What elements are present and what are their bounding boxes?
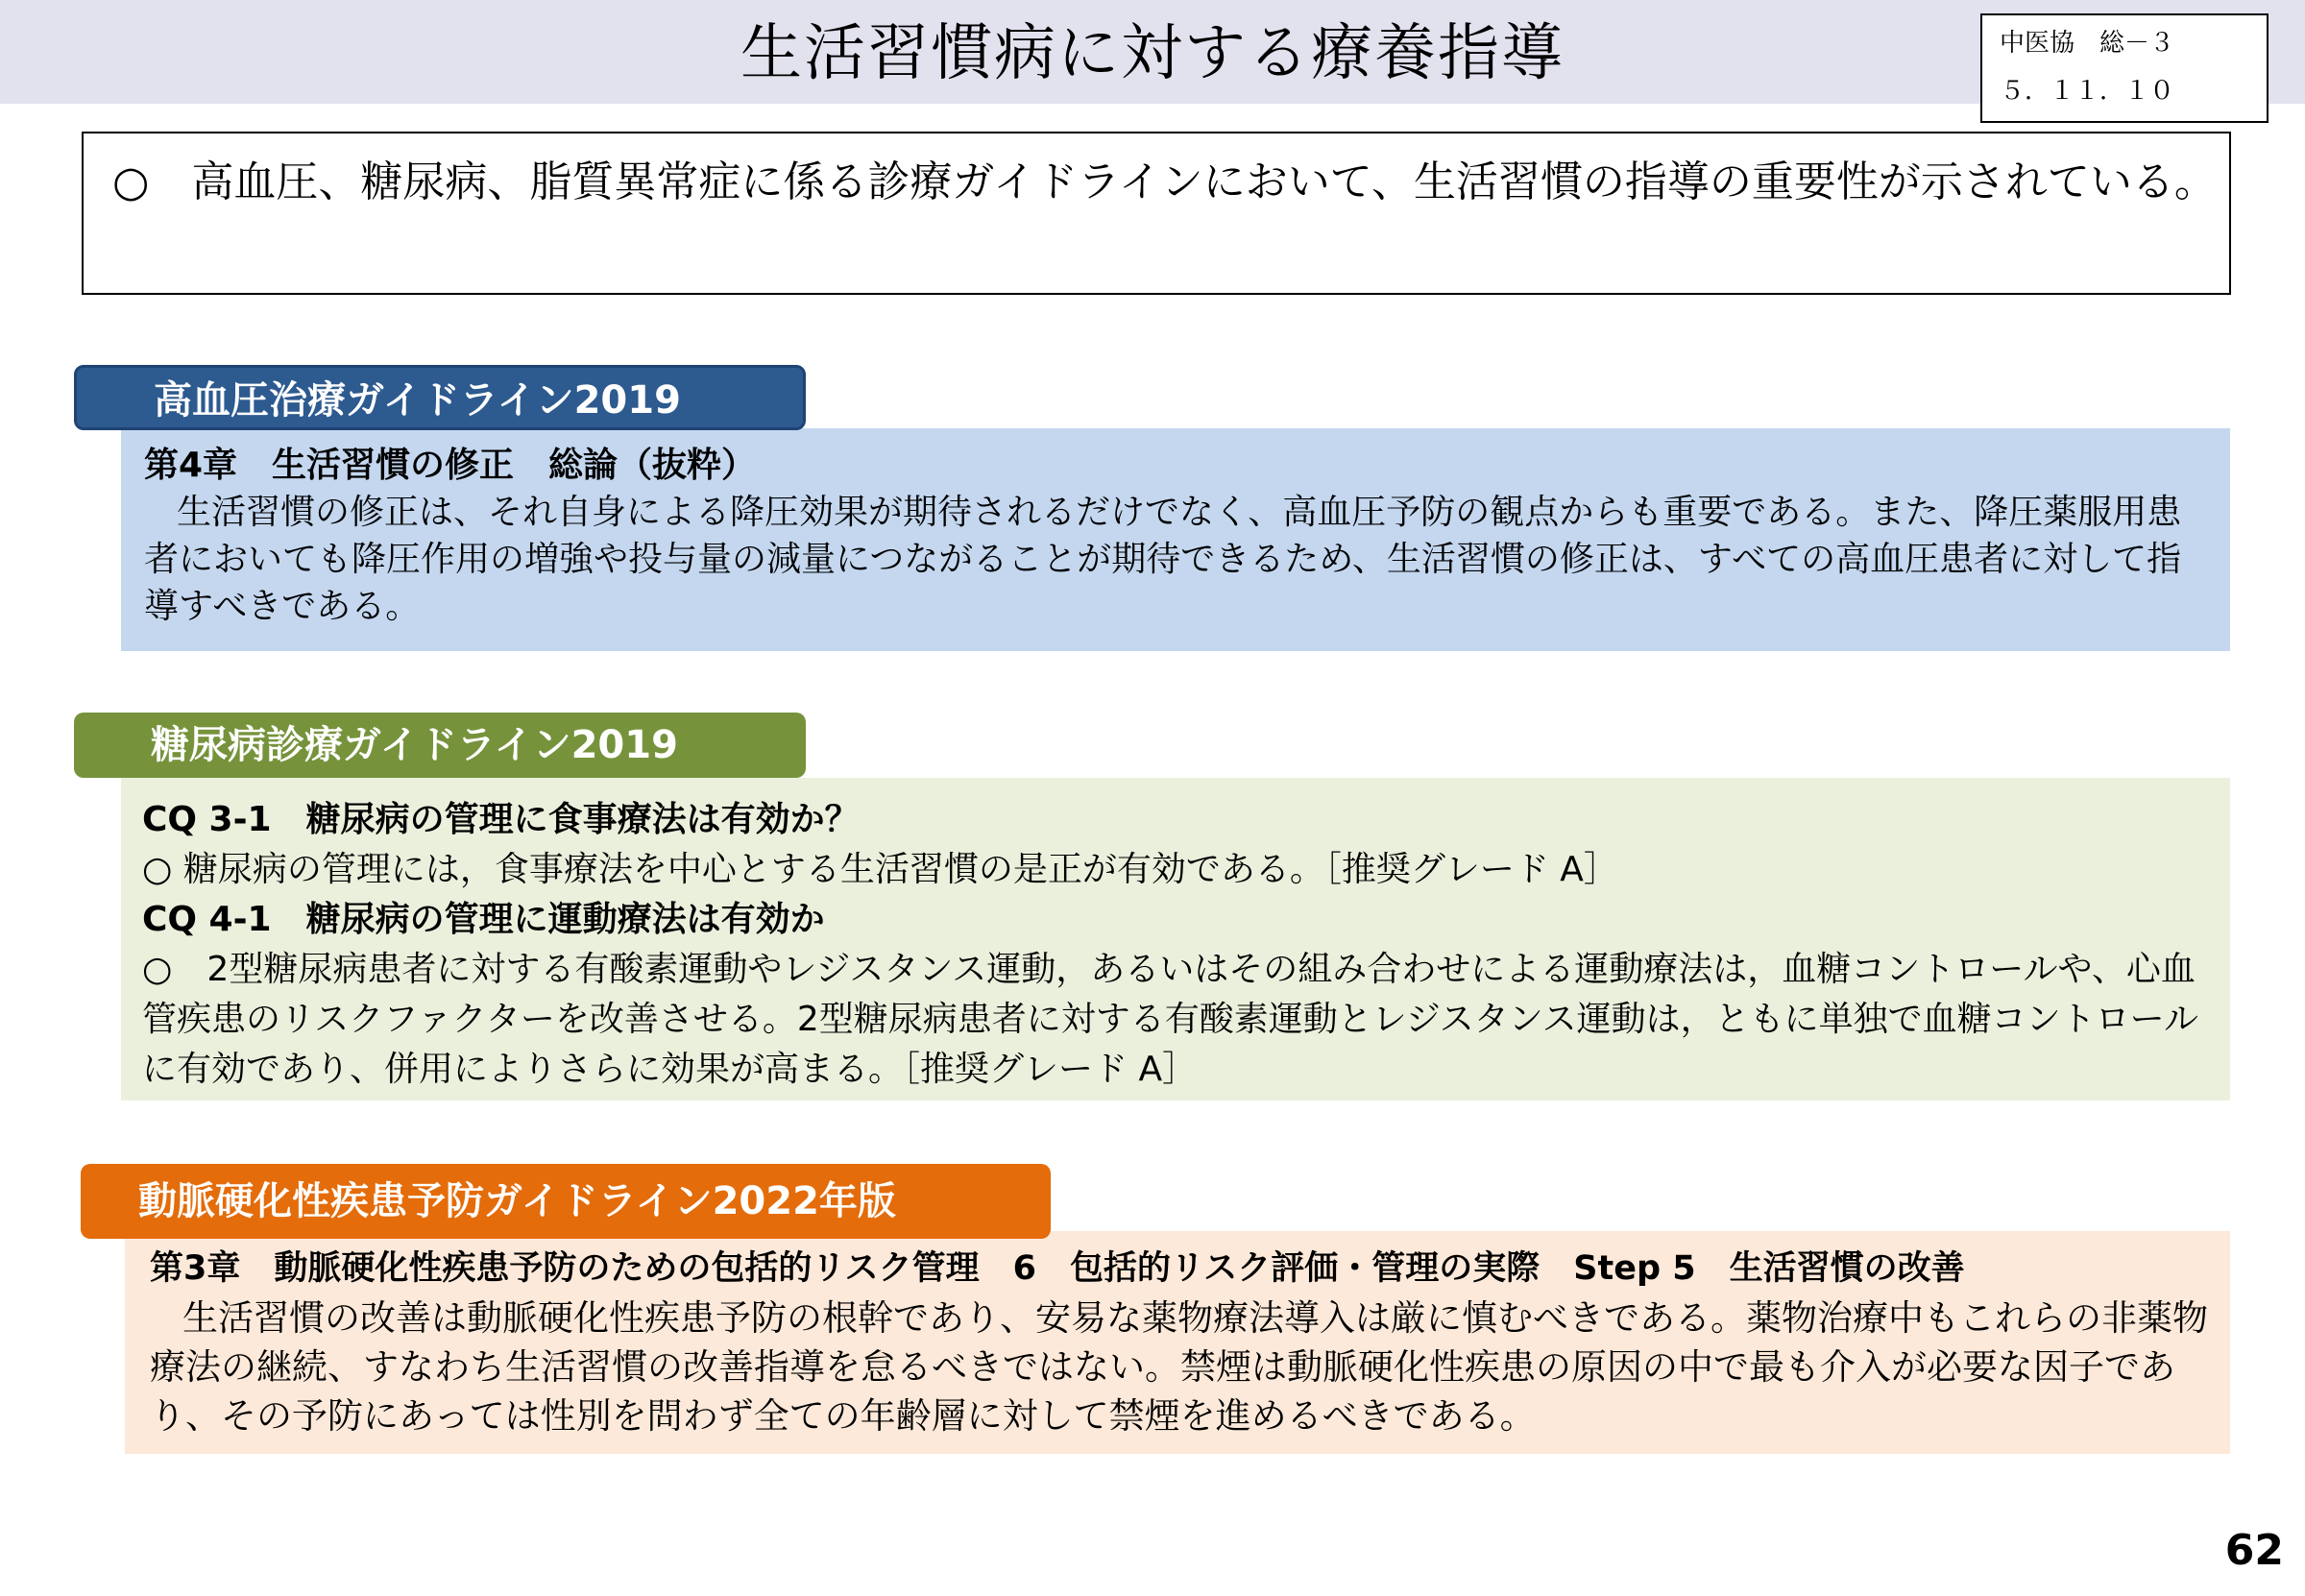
hypertension-guideline-tag bbox=[74, 365, 806, 430]
page-title: 生活習慣病に対する療養指導 bbox=[740, 18, 1565, 89]
hypertension-body: 生活習慣の修正は、それ自身による降圧効果が期待されるだけでなく、高血圧予防の観点からも重要である。また、降圧薬服用患者においても降圧作用の増強や投与量の減量につながることが期待できるため、生活習慣の修正は、すべての高血圧患者に対して指導すべきである。 bbox=[144, 493, 2182, 626]
hypertension-heading: 第4章 生活習慣の修正 総論（抜粋） bbox=[144, 446, 757, 485]
diabetes-guideline-tag bbox=[74, 713, 806, 778]
hypertension-panel bbox=[121, 428, 2230, 651]
document-date-line: ５．１１．１０ bbox=[2000, 77, 2175, 106]
summary-text: ○ 高血圧、糖尿病、脂質異常症に係る診療ガイドラインにおいて、生活習慣の指導の重要性が示されている。 bbox=[112, 157, 2217, 206]
atherosclerosis-guideline-tag bbox=[81, 1164, 1051, 1239]
diabetes-cq2-heading: CQ 4-1 糖尿病の管理に運動療法は有効か bbox=[142, 900, 825, 939]
document-id-box bbox=[1980, 13, 2269, 123]
diabetes-cq1-answer: ○ 糖尿病の管理には，食事療法を中心とする生活習慣の是正が有効である。［推奨グレード A］ bbox=[142, 850, 1618, 889]
diabetes-cq1-heading: CQ 3-1 糖尿病の管理に食事療法は有効か？ bbox=[142, 800, 860, 839]
diabetes-cq2-answer: ○ 2型糖尿病患者に対する有酸素運動やレジスタンス運動，あるいはその組み合わせによる運動療法は，血糖コントロールや、心血管疾患のリスクファクターを改善させる。2型糖尿病患者に対する有酸素運動とレジスタンス運動は，ともに単独で血糖コントロールに有効であり、併用によりさらに効果が高まる。［推奨グレード A］ bbox=[142, 950, 2198, 1089]
diabetes-guideline-title: 糖尿病診療ガイドライン2019 bbox=[151, 723, 678, 767]
hypertension-guideline-title: 高血圧治療ガイドライン2019 bbox=[154, 378, 681, 423]
atherosclerosis-body: 生活習慣の改善は動脈硬化性疾患予防の根幹であり、安易な薬物療法導入は厳に慎むべきである。薬物治療中もこれらの非薬物療法の継続、すなわち生活習慣の改善指導を怠るべきではない。禁煙は動脈硬化性疾患の原因の中で最も介入が必要な因子であり、その予防にあっては性別を問わず全ての年齢層に対して禁煙を進めるべきである。 bbox=[150, 1297, 2208, 1437]
document-id-line1: 中医協 総－３ bbox=[2000, 29, 2175, 58]
summary-box bbox=[82, 132, 2231, 295]
atherosclerosis-guideline-title: 動脈硬化性疾患予防ガイドライン2022年版 bbox=[138, 1179, 896, 1223]
atherosclerosis-heading: 第3章 動脈硬化性疾患予防のための包括的リスク管理 6 包括的リスク評価・管理の実際 Step 5 生活習慣の改善 bbox=[150, 1249, 1965, 1288]
atherosclerosis-panel bbox=[125, 1231, 2230, 1454]
diabetes-panel bbox=[121, 778, 2230, 1100]
page-number: 62 bbox=[2224, 1526, 2284, 1575]
